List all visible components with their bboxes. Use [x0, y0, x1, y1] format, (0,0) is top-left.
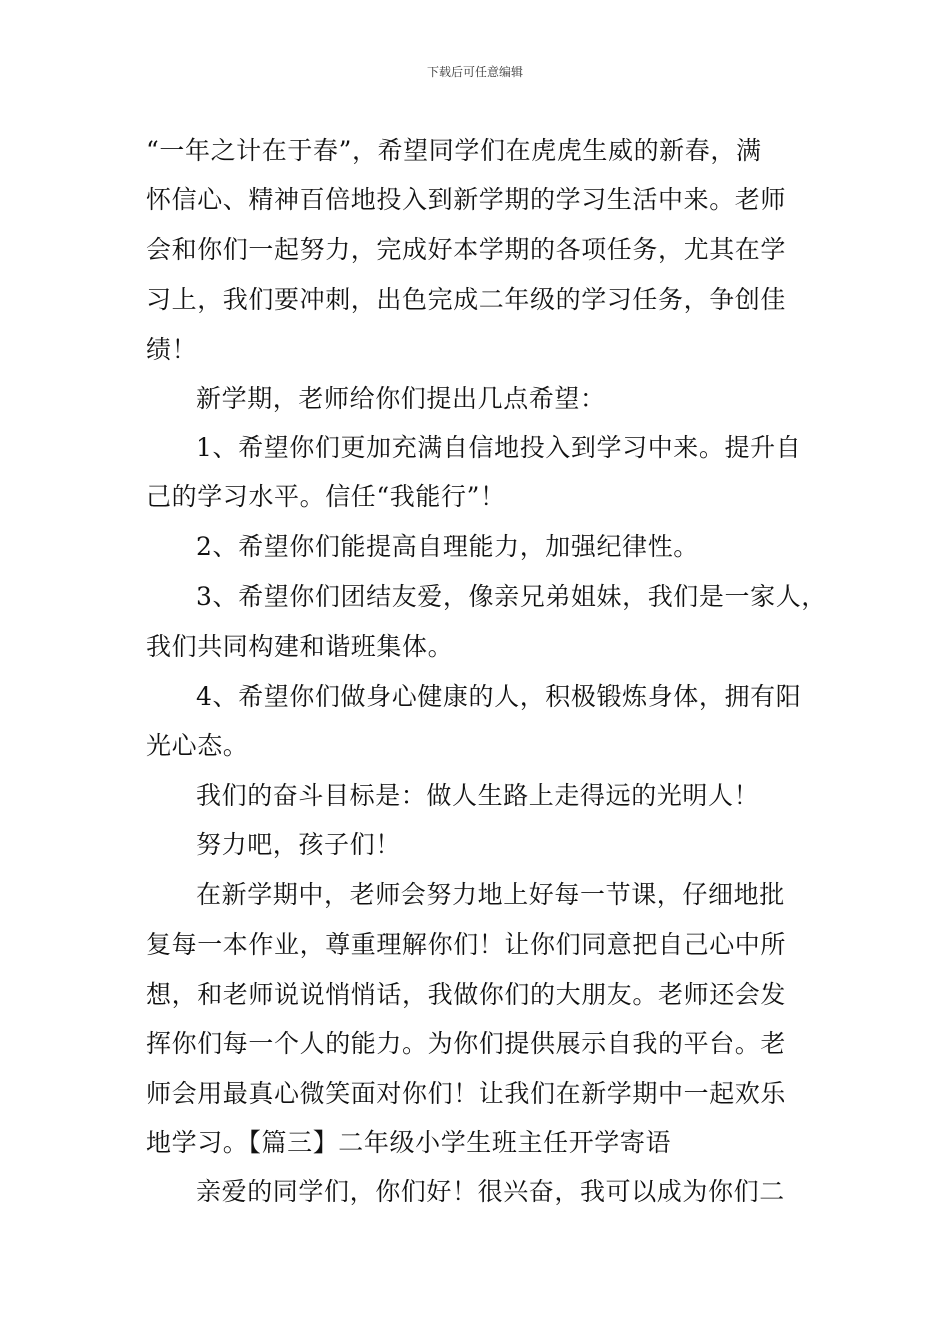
text-line: 在新学期中，老师会努力地上好每一节课，仔细地批: [196, 880, 785, 909]
text-line: 己的学习水平。信任“我能行”！: [146, 482, 506, 511]
text-line: 怀信心、精神百倍地投入到新学期的学习生活中来。老师: [146, 185, 787, 214]
text-line: 3、希望你们团结友爱，像亲兄弟姐妹，我们是一家人，: [196, 582, 827, 611]
text-line: 我们的奋斗目标是：做人生路上走得远的光明人！: [196, 781, 760, 810]
text-line: 亲爱的同学们，你们好！很兴奋，我可以成为你们二: [196, 1177, 785, 1206]
text-line: 想，和老师说说悄悄话，我做你们的大朋友。老师还会发: [146, 980, 787, 1009]
text-line: 复每一本作业，尊重理解你们！让你们同意把自己心中所: [146, 930, 787, 959]
text-line: 我们共同构建和谐班集体。: [146, 632, 454, 661]
text-line: 挥你们每一个人的能力。为你们提供展示自我的平台。老: [146, 1029, 787, 1058]
text-line: 新学期，老师给你们提出几点希望：: [196, 384, 606, 413]
text-line: 4、希望你们做身心健康的人，积极锻炼身体，拥有阳: [196, 682, 802, 711]
text-line: 师会用最真心微笑面对你们！让我们在新学期中一起欢乐: [146, 1079, 787, 1108]
text-line: 会和你们一起努力，完成好本学期的各项任务，尤其在学: [146, 235, 787, 264]
text-line: 1、希望你们更加充满自信地投入到学习中来。提升自: [196, 433, 802, 462]
text-line: 绩！: [146, 335, 198, 364]
text-line: 2、希望你们能提高自理能力，加强纪律性。: [196, 532, 699, 561]
text-line: 地学习。【篇三】二年级小学生班主任开学寄语: [146, 1128, 672, 1157]
text-line: 光心态。: [146, 731, 249, 760]
text-line: “一年之计在于春”，希望同学们在虎虎生威的新春，满: [146, 136, 762, 165]
text-line: 努力吧，孩子们！: [196, 830, 401, 859]
page-header-note: 下载后可任意编辑: [426, 65, 523, 79]
text-line: 习上，我们要冲刺，出色完成二年级的学习任务，争创佳: [146, 285, 787, 314]
